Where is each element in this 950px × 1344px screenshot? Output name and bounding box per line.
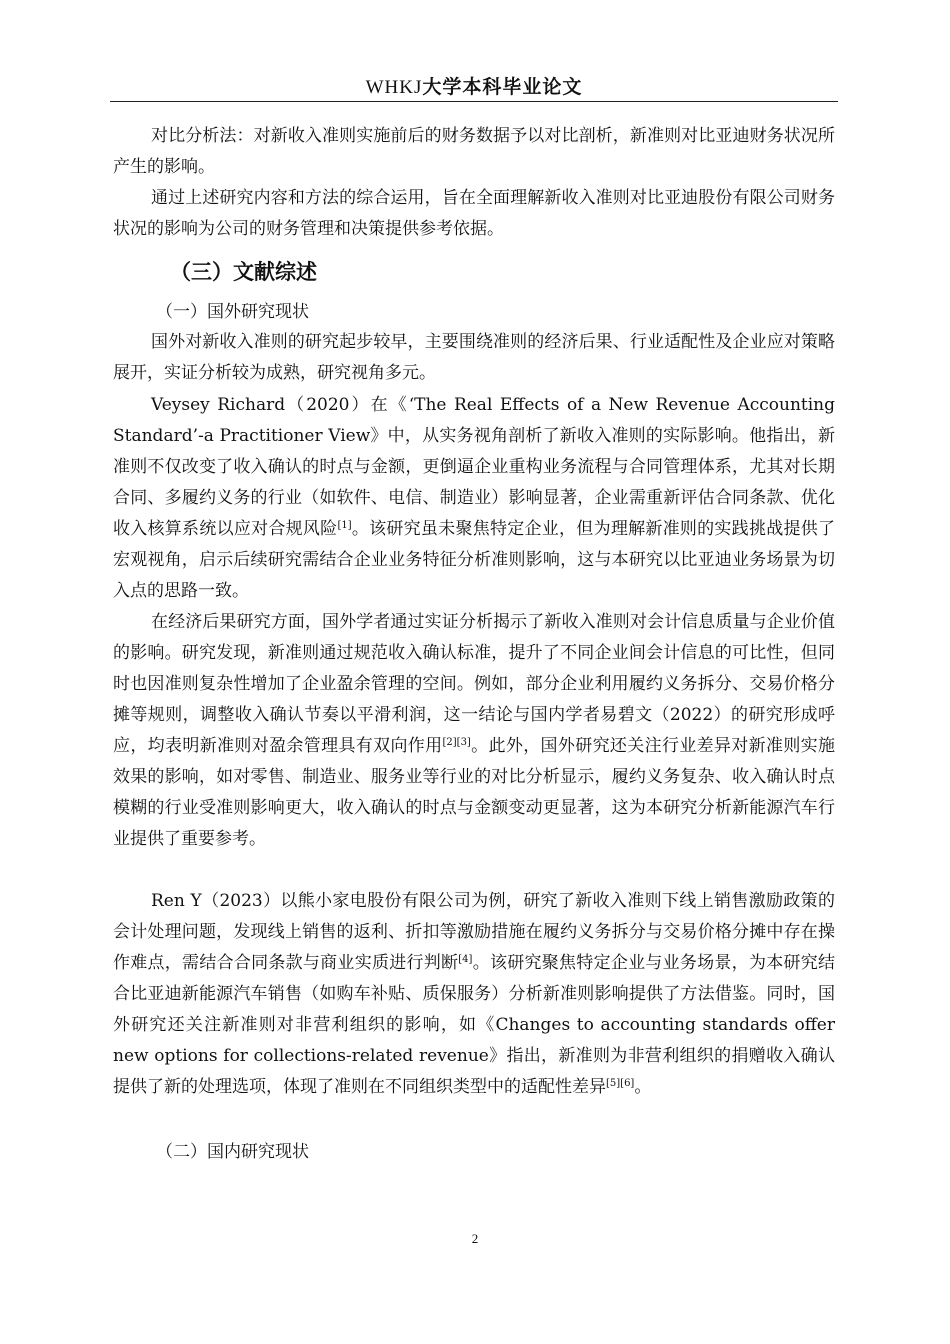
citation-ref: [1] <box>337 520 352 531</box>
paragraph-veysey: Veysey Richard（2020）在《‘The Real Effects of a New Revenue Accounting Standard’-a Practitioner View》中，从实务视角剖析了新收入准则的实际影响。他指出，新准则不仅改变了收入确认的时点与金额，更倒逼企业重构业务流程与合同管理体系，尤其对长期合同、多履约义务的行业（如软件、电信、制造业）影响显著，企业需重新评估合同条款、优化收入核算系统以应对合规风险[1]。该研究虽未聚焦特定企业，但为理解新准则的实践挑战提供了宏观视角，启示后续研究需结合企业业务特征分析准则影响，这与本研究以比亚迪业务场景为切入点的思路一致。 <box>113 395 836 601</box>
paragraph-economic-consequences: 在经济后果研究方面，国外学者通过实证分析揭示了新收入准则对会计信息质量与企业价值的影响。研究发现，新准则通过规范收入确认标准，提升了不同企业间会计信息的可比性，但同时也因准则复杂性增加了企业盈余管理的空间。例如，部分企业利用履约义务拆分、交易价格分摊等规则，调整收入确认节奏以平滑利润，这一结论与国内学者易碧文（2022）的研究形成呼应，均表明新准则对盈余管理具有双向作用[2][3]。此外，国外研究还关注行业差异对新准则实施效果的影响，如对零售、制造业、服务业等行业的对比分析显示，履约义务复杂、收入确认时点模糊的行业受准则影响更大，收入确认的时点与金额变动更显著，这为本研究分析新能源汽车行业提供了重要参考。 <box>113 612 836 849</box>
paragraph-foreign-overview: 国外对新收入准则的研究起步较早，主要围绕准则的经济后果、行业适配性及企业应对策略展开，实证分析较为成熟，研究视角多元。 <box>113 332 835 383</box>
header-rule <box>110 101 838 102</box>
citation-ref: [4] <box>458 954 473 965</box>
header-school-code: WHKJ <box>365 77 423 98</box>
header-title: 大学本科毕业论文 <box>422 76 583 98</box>
citation-ref: [2][3] <box>442 737 471 748</box>
paragraph-summary: 通过上述研究内容和方法的综合运用，旨在全面理解新收入准则对比亚迪股份有限公司财务状况的影响为公司的财务管理和决策提供参考依据。 <box>113 188 835 239</box>
citation-ref: [5][6] <box>606 1078 635 1089</box>
page-number: 2 <box>471 1231 479 1246</box>
paragraph-comparative-method: 对比分析法：对新收入准则实施前后的财务数据予以对比剖析，新准则对比亚迪财务状况所产生的影响。 <box>113 126 835 177</box>
page-header <box>110 72 838 99</box>
paragraph-ren-y: Ren Y（2023）以熊小家电股份有限公司为例，研究了新收入准则下线上销售激励政策的会计处理问题，发现线上销售的返利、折扣等激励措施在履约义务拆分与交易价格分摊中存在操作难点，需结合合同条款与商业实质进行判断[4]。该研究聚焦特定企业与业务场景，为本研究结合比亚迪新能源汽车销售（如购车补贴、质保服务）分析新准则影响提供了方法借鉴。同时，国外研究还关注新准则对非营利组织的影响，如《Changes to accounting standards offer new options for collections-related revenue》指出，新准则为非营利组织的捐赠收入确认提供了新的处理选项，体现了准则在不同组织类型中的适配性差异[5][6]。 <box>113 891 835 1097</box>
subsection-title-foreign: （一）国外研究现状 <box>156 302 309 322</box>
section-title-literature-review: （三）文献综述 <box>170 260 317 284</box>
subsection-title-domestic: （二）国内研究现状 <box>156 1142 309 1162</box>
